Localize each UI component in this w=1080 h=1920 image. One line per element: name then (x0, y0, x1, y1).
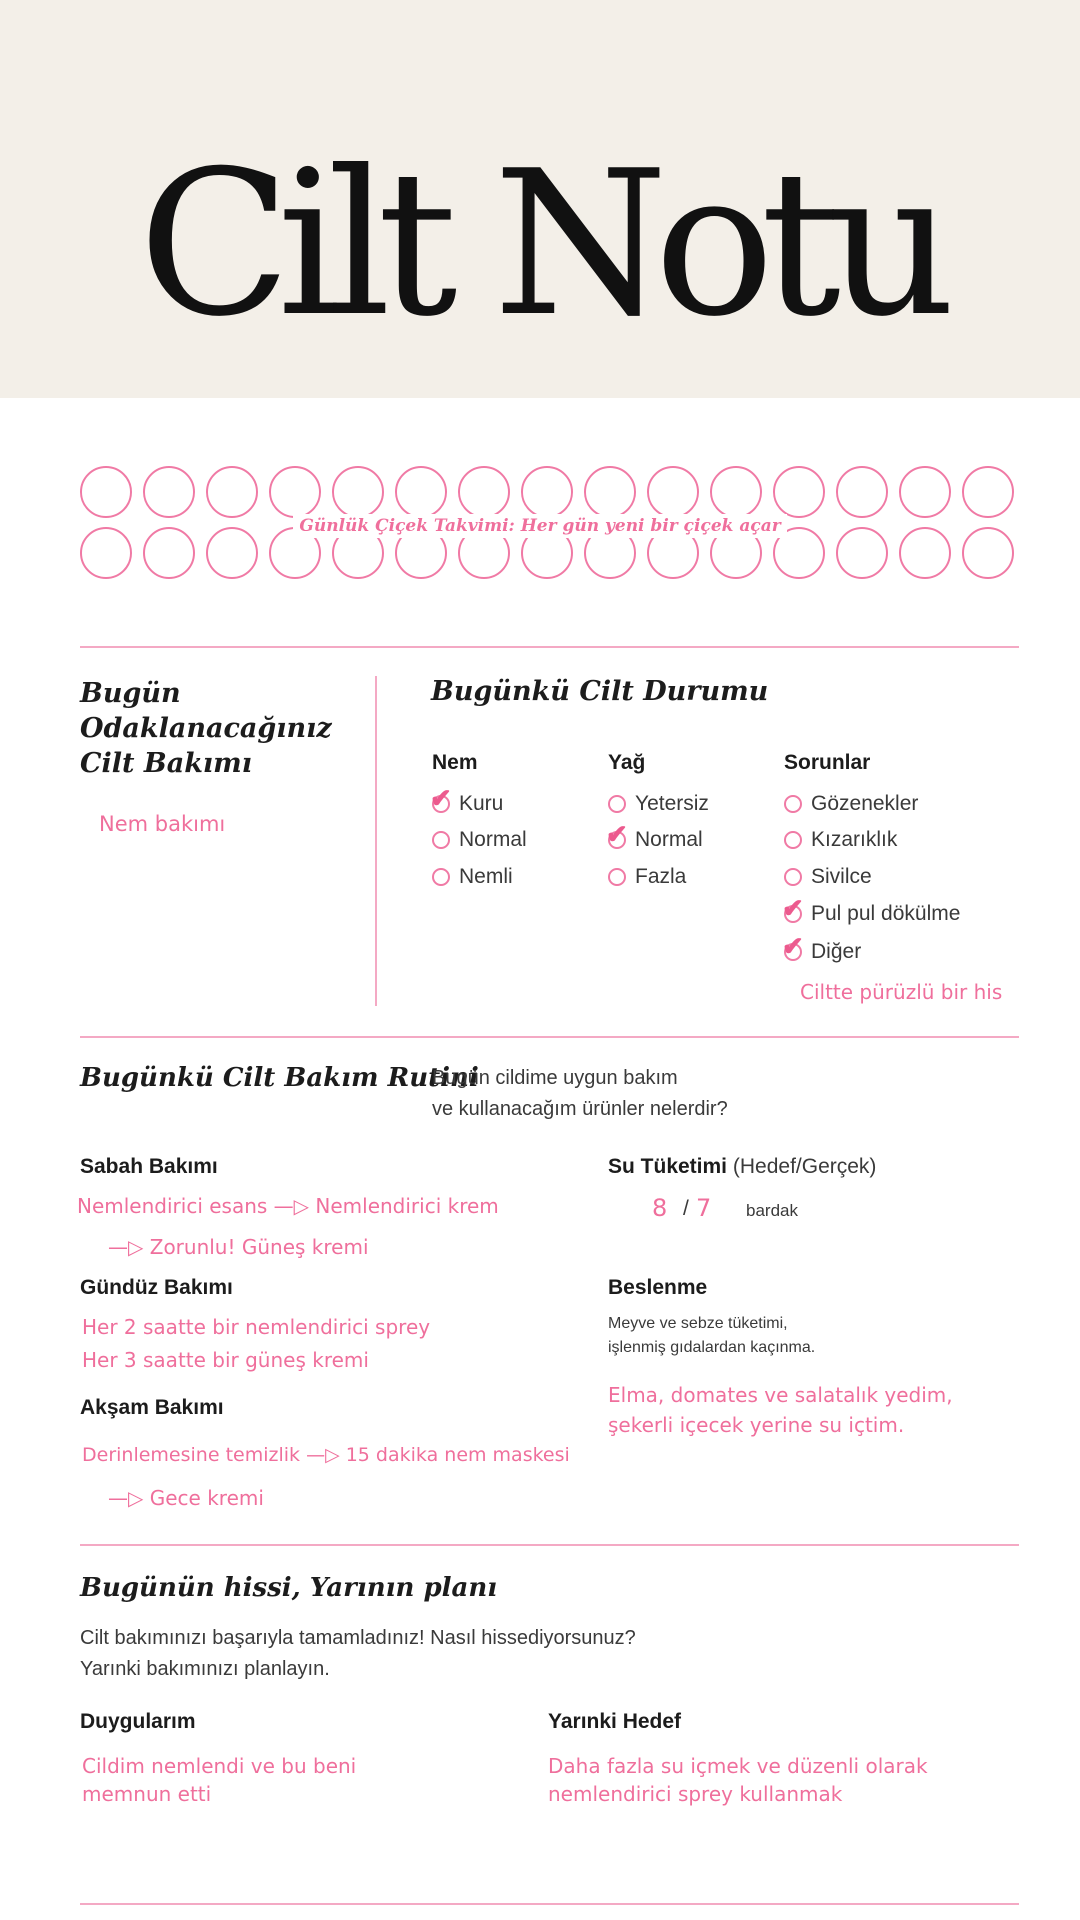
vertical-divider (375, 676, 377, 1006)
prompt-line: ve kullanacağım ürünler nelerdir? (432, 1098, 728, 1120)
day-line-2: Her 3 saatte bir güneş kremi (82, 1348, 369, 1372)
checkbox[interactable] (432, 868, 450, 886)
answer-line: şekerli içecek yerine su içtim. (608, 1413, 905, 1437)
option-gozenekler[interactable] (784, 789, 918, 819)
calendar-day-circle[interactable] (143, 466, 195, 518)
divider (80, 646, 1019, 648)
focus-title-line: Odaklanacağınız (80, 713, 332, 744)
morning-line-2: —▷ Zorunlu! Güneş kremi (108, 1235, 369, 1259)
option-sivilce[interactable] (784, 862, 872, 892)
water-label-suffix: (Hedef/Gerçek) (732, 1155, 877, 1178)
option-label: Pul pul dökülme (811, 902, 961, 925)
option-kizariklik[interactable] (784, 825, 897, 855)
calendar-day-circle[interactable] (899, 466, 951, 518)
answer-line: memnun etti (82, 1782, 212, 1806)
calendar-day-circle[interactable] (521, 466, 573, 518)
prompt-line: Yarınki bakımınızı planlayın. (80, 1658, 330, 1680)
checkbox[interactable] (430, 783, 452, 813)
focus-title-line: Cilt Bakımı (80, 748, 252, 779)
routine-title: Bugünkü Cilt Bakım Rutini (80, 1063, 479, 1093)
feelings-answer (82, 1752, 356, 1808)
option-label: Normal (459, 828, 527, 851)
skin-status-title: Bugünkü Cilt Durumu (431, 676, 769, 707)
other-note: Ciltte pürüzlü bir his (800, 980, 1003, 1004)
nutrition-answer (608, 1380, 953, 1440)
water-label-text: Su Tüketimi (608, 1155, 728, 1178)
divider (80, 1544, 1019, 1546)
option-label: Yetersiz (635, 792, 709, 815)
calendar-day-circle[interactable] (647, 466, 699, 518)
answer-line: Daha fazla su içmek ve düzenli olarak (548, 1754, 928, 1778)
evening-label: Akşam Bakımı (80, 1396, 224, 1419)
goal-label: Yarınki Hedef (548, 1710, 682, 1733)
answer-line: Cildim nemlendi ve bu beni (82, 1754, 357, 1778)
check-icon: ✔ (430, 783, 452, 813)
checkbox[interactable] (784, 795, 802, 813)
morning-line-1: Nemlendirici esans —▷ Nemlendirici krem (77, 1194, 499, 1218)
option-label: Kızarıklık (811, 828, 898, 851)
calendar-day-circle[interactable] (773, 466, 825, 518)
check-icon: ✔ (782, 931, 804, 961)
header-banner (0, 0, 1080, 398)
hint-line: işlenmiş gıdalardan kaçınma. (608, 1339, 816, 1356)
evening-line-1: Derinlemesine temizlik —▷ 15 dakika nem maskesi (82, 1444, 570, 1466)
option-label: Fazla (635, 865, 687, 888)
oil-label: Yağ (608, 751, 646, 774)
calendar-day-circle[interactable] (395, 466, 447, 518)
calendar-day-circle[interactable] (206, 466, 258, 518)
calendar-day-circle[interactable] (269, 466, 321, 518)
calendar-day-circle[interactable] (458, 466, 510, 518)
answer-line: Elma, domates ve salatalık yedim, (608, 1383, 953, 1407)
water-unit: bardak (746, 1201, 798, 1220)
issues-label: Sorunlar (784, 751, 871, 774)
option-label: Sivilce (811, 865, 872, 888)
answer-line: nemlendirici sprey kullanmak (548, 1782, 843, 1806)
calendar-day-circle[interactable] (710, 466, 762, 518)
checkbox[interactable] (782, 931, 804, 961)
day-line-1: Her 2 saatte bir nemlendirici sprey (82, 1315, 431, 1339)
checkbox[interactable] (782, 893, 804, 923)
option-normal-moisture[interactable] (432, 825, 527, 855)
focus-answer: Nem bakımı (99, 812, 226, 836)
checkbox[interactable] (432, 831, 450, 849)
checkbox[interactable] (784, 868, 802, 886)
nutrition-label: Beslenme (608, 1276, 708, 1299)
focus-title-line: Bugün (80, 678, 181, 709)
option-fazla[interactable] (608, 862, 686, 892)
water-actual[interactable]: 7 (696, 1194, 712, 1222)
page-title: Cilt Notu (138, 128, 942, 361)
prompt-line: Cilt bakımınızı başarıyla tamamladınız! Nasıl hissediyorsunuz? (80, 1627, 636, 1649)
checkbox[interactable] (608, 868, 626, 886)
routine-prompt (432, 1063, 728, 1125)
checkbox[interactable] (606, 819, 628, 849)
option-diger[interactable] (782, 931, 862, 967)
feelings-label: Duygularım (80, 1710, 196, 1733)
checkbox[interactable] (608, 795, 626, 813)
calendar-label: Günlük Çiçek Takvimi: Her gün yeni bir çiçek açar (293, 514, 786, 538)
divider (80, 1903, 1019, 1905)
water-target[interactable]: 8 (652, 1194, 668, 1222)
calendar-day-circle[interactable] (332, 466, 384, 518)
option-normal-oil[interactable] (606, 819, 703, 855)
option-yetersiz[interactable] (608, 789, 709, 819)
option-pul-pul[interactable] (782, 893, 961, 929)
moisture-label: Nem (432, 751, 478, 774)
reflection-prompt (80, 1623, 636, 1685)
option-label: Kuru (459, 792, 504, 815)
goal-answer (548, 1752, 928, 1808)
reflection-title: Bugünün hissi, Yarının planı (80, 1573, 498, 1603)
check-icon: ✔ (782, 893, 804, 923)
day-label: Gündüz Bakımı (80, 1276, 233, 1299)
calendar-day-circle[interactable] (836, 466, 888, 518)
prompt-line: Bugün cildime uygun bakım (432, 1067, 678, 1089)
check-icon: ✔ (606, 819, 628, 849)
option-kuru[interactable] (430, 783, 504, 819)
calendar-day-circle[interactable] (962, 466, 1014, 518)
calendar-day-circle[interactable] (80, 466, 132, 518)
option-label: Normal (635, 828, 703, 851)
checkbox[interactable] (784, 831, 802, 849)
calendar-day-circle[interactable] (584, 466, 636, 518)
evening-line-2: —▷ Gece kremi (108, 1486, 264, 1510)
option-label: Diğer (811, 940, 862, 963)
morning-label: Sabah Bakımı (80, 1155, 218, 1178)
divider (80, 1036, 1019, 1038)
water-separator: / (683, 1197, 689, 1220)
option-label: Gözenekler (811, 792, 919, 815)
water-label (608, 1155, 876, 1179)
option-nemli[interactable] (432, 862, 513, 892)
nutrition-hint (608, 1312, 815, 1360)
hint-line: Meyve ve sebze tüketimi, (608, 1315, 788, 1332)
option-label: Nemli (459, 865, 513, 888)
focus-title (80, 676, 332, 781)
